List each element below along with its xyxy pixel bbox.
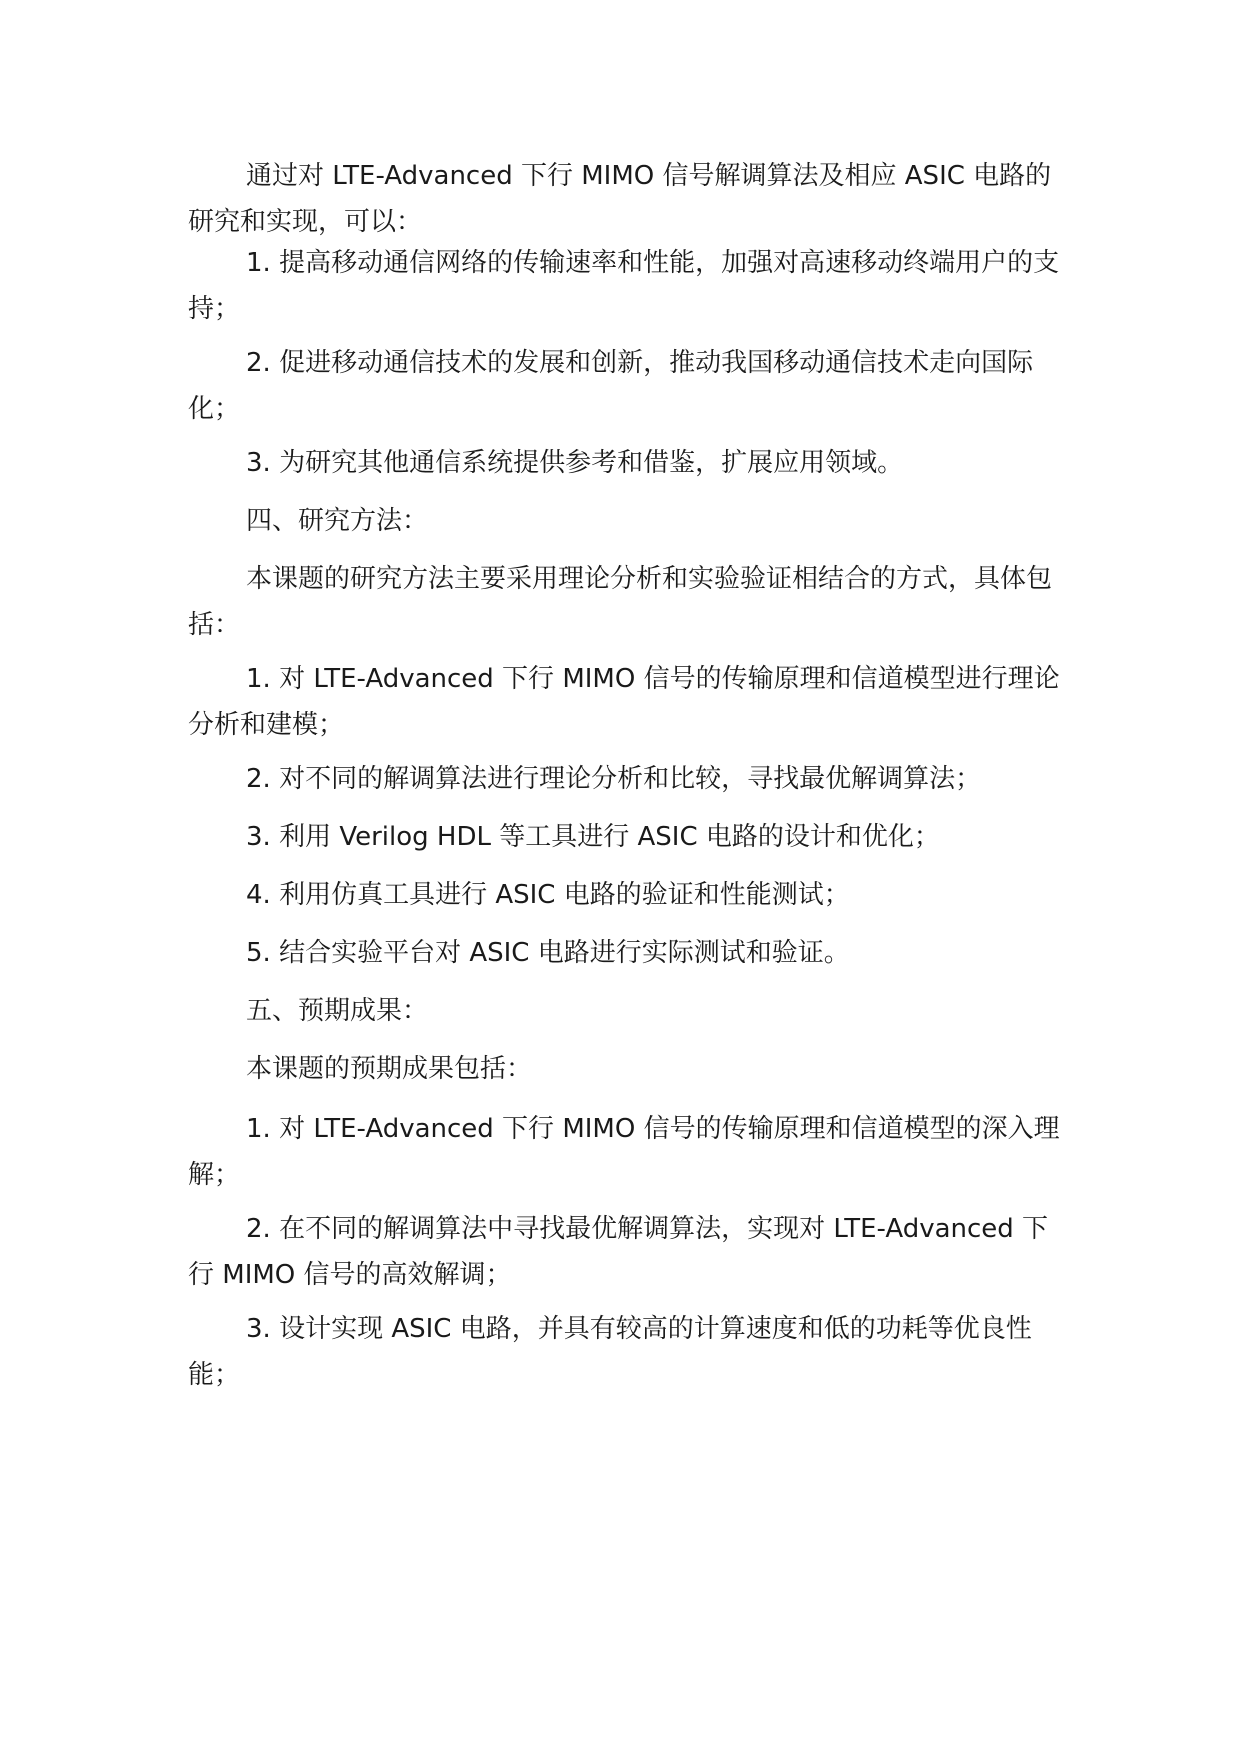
paragraph-result-2: 2. 在不同的解调算法中寻找最优解调算法，实现对 LTE-Advanced 下行 MIMO 信号的高效解调； bbox=[188, 1214, 1049, 1290]
heading-research-methods: 四、研究方法： bbox=[246, 506, 429, 536]
paragraph-methods-intro: 本课题的研究方法主要采用理论分析和实验验证相结合的方式，具体包括： bbox=[188, 564, 1053, 640]
heading-expected-results: 五、预期成果： bbox=[246, 996, 429, 1026]
paragraph-significance-2: 2. 促进移动通信技术的发展和创新，推动我国移动通信技术走向国际化； bbox=[188, 348, 1034, 424]
paragraph-method-1: 1. 对 LTE-Advanced 下行 MIMO 信号的传输原理和信道模型进行理论分析和建模； bbox=[188, 664, 1060, 740]
paragraph-method-3: 3. 利用 Verilog HDL 等工具进行 ASIC 电路的设计和优化； bbox=[246, 822, 940, 852]
paragraph-method-4: 4. 利用仿真工具进行 ASIC 电路的验证和性能测试； bbox=[246, 880, 850, 910]
paragraph-intro: 通过对 LTE-Advanced 下行 MIMO 信号解调算法及相应 ASIC 电路的研究和实现，可以： bbox=[188, 161, 1052, 237]
paragraph-method-2: 2. 对不同的解调算法进行理论分析和比较，寻找最优解调算法； bbox=[246, 764, 982, 794]
paragraph-result-3: 3. 设计实现 ASIC 电路，并具有较高的计算速度和低的功耗等优良性能； bbox=[188, 1314, 1032, 1390]
paragraph-result-1: 1. 对 LTE-Advanced 下行 MIMO 信号的传输原理和信道模型的深入理解； bbox=[188, 1114, 1060, 1190]
paragraph-method-5: 5. 结合实验平台对 ASIC 电路进行实际测试和验证。 bbox=[246, 938, 850, 968]
paragraph-significance-1: 1. 提高移动通信网络的传输速率和性能，加强对高速移动终端用户的支持； bbox=[188, 248, 1060, 324]
paragraph-results-intro: 本课题的预期成果包括： bbox=[246, 1054, 533, 1084]
paragraph-significance-3: 3. 为研究其他通信系统提供参考和借鉴，扩展应用领域。 bbox=[246, 448, 904, 478]
